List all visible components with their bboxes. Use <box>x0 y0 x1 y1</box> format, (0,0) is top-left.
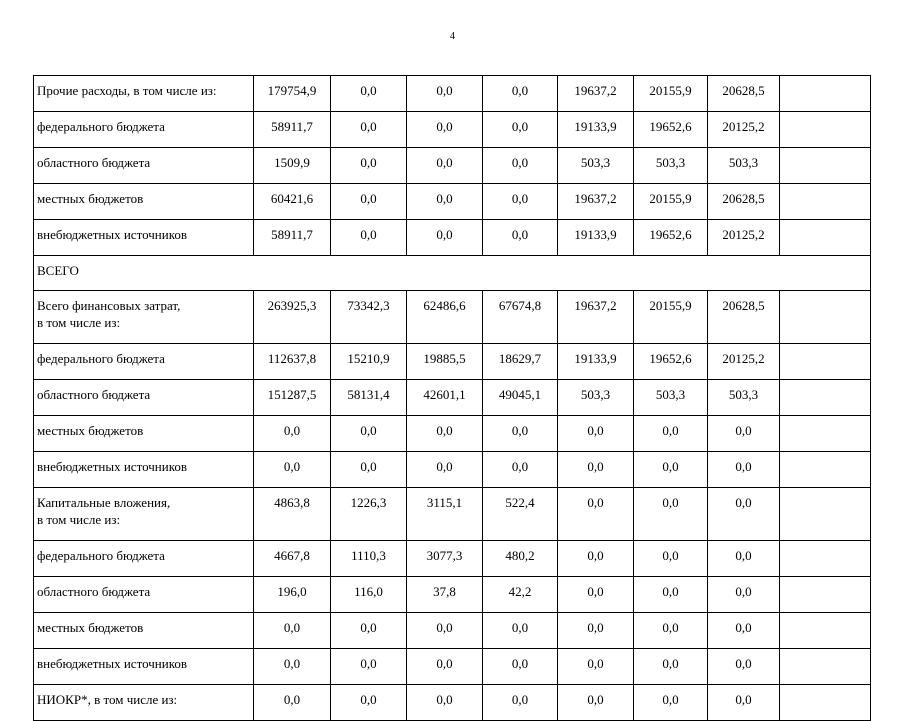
row-label-cell <box>34 685 254 721</box>
row-label: местных бюджетов <box>37 191 144 206</box>
value-cell <box>780 76 871 112</box>
value-cell: 0,0 <box>407 416 483 452</box>
value-cell: 0,0 <box>254 649 331 685</box>
value-cell: 20628,5 <box>708 184 780 220</box>
value-cell: 0,0 <box>254 452 331 488</box>
value-cell: 0,0 <box>483 452 558 488</box>
row-label-cell <box>34 577 254 613</box>
value-cell: 20125,2 <box>708 112 780 148</box>
value-cell: 0,0 <box>708 685 780 721</box>
value-cell: 0,0 <box>331 76 407 112</box>
row-label: Капитальные вложения, в том числе из: <box>37 495 171 527</box>
value-cell: 3077,3 <box>407 541 483 577</box>
value-cell: 0,0 <box>407 613 483 649</box>
value-cell <box>780 488 871 541</box>
row-label-cell <box>34 344 254 380</box>
value-cell: 0,0 <box>634 649 708 685</box>
value-cell: 0,0 <box>407 685 483 721</box>
value-cell: 19652,6 <box>634 344 708 380</box>
table-row <box>34 76 871 112</box>
value-cell: 0,0 <box>407 148 483 184</box>
value-cell: 263925,3 <box>254 291 331 344</box>
value-cell: 503,3 <box>634 380 708 416</box>
row-label-cell <box>34 488 254 541</box>
value-cell <box>780 577 871 613</box>
value-cell <box>780 613 871 649</box>
row-label-cell <box>34 291 254 344</box>
value-cell: 503,3 <box>708 380 780 416</box>
value-cell: 0,0 <box>634 685 708 721</box>
value-cell: 480,2 <box>483 541 558 577</box>
value-cell: 0,0 <box>634 488 708 541</box>
value-cell: 0,0 <box>558 488 634 541</box>
row-label: федерального бюджета <box>37 119 165 134</box>
value-cell: 0,0 <box>708 577 780 613</box>
value-cell: 0,0 <box>483 685 558 721</box>
value-cell <box>780 541 871 577</box>
value-cell <box>780 416 871 452</box>
value-cell: 49045,1 <box>483 380 558 416</box>
row-label: местных бюджетов <box>37 620 144 635</box>
value-cell: 20155,9 <box>634 184 708 220</box>
value-cell: 0,0 <box>331 649 407 685</box>
row-label-cell <box>34 380 254 416</box>
value-cell: 0,0 <box>483 184 558 220</box>
table-row <box>34 416 871 452</box>
value-cell: 503,3 <box>558 380 634 416</box>
value-cell: 19133,9 <box>558 220 634 256</box>
value-cell: 0,0 <box>558 541 634 577</box>
value-cell: 0,0 <box>407 649 483 685</box>
value-cell: 0,0 <box>331 416 407 452</box>
table-row <box>34 685 871 721</box>
row-label: внебюджетных источников <box>37 656 187 671</box>
value-cell: 0,0 <box>708 416 780 452</box>
value-cell: 20155,9 <box>634 291 708 344</box>
value-cell: 1509,9 <box>254 148 331 184</box>
value-cell: 0,0 <box>483 613 558 649</box>
table-row <box>34 220 871 256</box>
value-cell: 0,0 <box>634 452 708 488</box>
table-row <box>34 291 871 344</box>
value-cell: 112637,8 <box>254 344 331 380</box>
value-cell: 3115,1 <box>407 488 483 541</box>
value-cell: 0,0 <box>634 613 708 649</box>
value-cell: 20125,2 <box>708 344 780 380</box>
value-cell: 0,0 <box>634 541 708 577</box>
row-label: местных бюджетов <box>37 423 144 438</box>
value-cell: 67674,8 <box>483 291 558 344</box>
table-row <box>34 344 871 380</box>
value-cell: 0,0 <box>558 613 634 649</box>
value-cell: 19637,2 <box>558 76 634 112</box>
value-cell: 19652,6 <box>634 112 708 148</box>
row-label-cell <box>34 452 254 488</box>
financing-table <box>33 75 871 721</box>
value-cell: 196,0 <box>254 577 331 613</box>
value-cell: 503,3 <box>558 148 634 184</box>
value-cell: 1110,3 <box>331 541 407 577</box>
value-cell: 0,0 <box>331 184 407 220</box>
row-label-cell <box>34 76 254 112</box>
value-cell <box>780 685 871 721</box>
value-cell: 503,3 <box>708 148 780 184</box>
value-cell: 0,0 <box>407 220 483 256</box>
row-label-cell <box>34 613 254 649</box>
value-cell: 503,3 <box>634 148 708 184</box>
value-cell: 0,0 <box>483 416 558 452</box>
value-cell: 4863,8 <box>254 488 331 541</box>
value-cell: 19637,2 <box>558 291 634 344</box>
value-cell: 0,0 <box>558 416 634 452</box>
value-cell <box>780 220 871 256</box>
section-heading: ВСЕГО <box>34 256 871 291</box>
value-cell: 20628,5 <box>708 291 780 344</box>
value-cell: 20155,9 <box>634 76 708 112</box>
value-cell: 42,2 <box>483 577 558 613</box>
value-cell: 116,0 <box>331 577 407 613</box>
row-label: областного бюджета <box>37 387 151 402</box>
row-label: внебюджетных источников <box>37 227 187 242</box>
row-label: НИОКР*, в том числе из: <box>37 692 178 707</box>
table-row <box>34 577 871 613</box>
table-row <box>34 541 871 577</box>
row-label: внебюджетных источников <box>37 459 187 474</box>
value-cell: 0,0 <box>558 649 634 685</box>
value-cell: 0,0 <box>331 148 407 184</box>
value-cell: 62486,6 <box>407 291 483 344</box>
table-row <box>34 112 871 148</box>
value-cell: 15210,9 <box>331 344 407 380</box>
value-cell: 0,0 <box>254 416 331 452</box>
row-label: федерального бюджета <box>37 351 165 366</box>
row-label: федерального бюджета <box>37 548 165 563</box>
value-cell: 0,0 <box>254 685 331 721</box>
value-cell: 0,0 <box>483 148 558 184</box>
value-cell <box>780 452 871 488</box>
value-cell <box>780 291 871 344</box>
value-cell: 0,0 <box>331 685 407 721</box>
value-cell: 179754,9 <box>254 76 331 112</box>
value-cell: 4667,8 <box>254 541 331 577</box>
value-cell: 0,0 <box>483 649 558 685</box>
value-cell: 19885,5 <box>407 344 483 380</box>
table-row <box>34 452 871 488</box>
value-cell: 0,0 <box>708 541 780 577</box>
row-label: областного бюджета <box>37 584 151 599</box>
value-cell: 0,0 <box>407 452 483 488</box>
value-cell <box>780 380 871 416</box>
table-row <box>34 184 871 220</box>
value-cell: 1226,3 <box>331 488 407 541</box>
value-cell: 19133,9 <box>558 112 634 148</box>
value-cell: 0,0 <box>407 76 483 112</box>
value-cell: 0,0 <box>483 112 558 148</box>
value-cell: 0,0 <box>708 452 780 488</box>
value-cell: 0,0 <box>407 112 483 148</box>
row-label: областного бюджета <box>37 155 151 170</box>
value-cell: 0,0 <box>708 613 780 649</box>
value-cell: 60421,6 <box>254 184 331 220</box>
value-cell: 0,0 <box>254 613 331 649</box>
table-row <box>34 380 871 416</box>
value-cell: 0,0 <box>483 220 558 256</box>
page-number: 4 <box>450 31 455 42</box>
row-label-cell <box>34 148 254 184</box>
value-cell: 18629,7 <box>483 344 558 380</box>
value-cell: 0,0 <box>634 577 708 613</box>
table-row <box>34 649 871 685</box>
value-cell: 0,0 <box>708 488 780 541</box>
value-cell: 0,0 <box>331 220 407 256</box>
value-cell: 58131,4 <box>331 380 407 416</box>
table-row <box>34 148 871 184</box>
row-label: Всего финансовых затрат, в том числе из: <box>37 298 181 330</box>
value-cell <box>780 148 871 184</box>
value-cell: 522,4 <box>483 488 558 541</box>
value-cell: 0,0 <box>331 613 407 649</box>
row-label-cell <box>34 220 254 256</box>
table-row <box>34 488 871 541</box>
row-label: Прочие расходы, в том числе из: <box>37 83 217 98</box>
table-body <box>34 76 871 721</box>
value-cell <box>780 649 871 685</box>
table-row <box>34 613 871 649</box>
value-cell: 19637,2 <box>558 184 634 220</box>
value-cell: 20125,2 <box>708 220 780 256</box>
value-cell: 0,0 <box>331 452 407 488</box>
value-cell: 0,0 <box>558 577 634 613</box>
row-label-cell <box>34 541 254 577</box>
section-row <box>34 256 871 291</box>
value-cell: 19133,9 <box>558 344 634 380</box>
value-cell: 73342,3 <box>331 291 407 344</box>
value-cell <box>780 184 871 220</box>
value-cell: 20628,5 <box>708 76 780 112</box>
value-cell <box>780 344 871 380</box>
value-cell <box>780 112 871 148</box>
value-cell: 0,0 <box>558 685 634 721</box>
value-cell: 0,0 <box>708 649 780 685</box>
row-label-cell <box>34 112 254 148</box>
value-cell: 0,0 <box>483 76 558 112</box>
value-cell: 58911,7 <box>254 112 331 148</box>
value-cell: 151287,5 <box>254 380 331 416</box>
row-label-cell <box>34 649 254 685</box>
value-cell: 0,0 <box>407 184 483 220</box>
value-cell: 0,0 <box>331 112 407 148</box>
row-label-cell <box>34 184 254 220</box>
row-label-cell <box>34 416 254 452</box>
value-cell: 0,0 <box>558 452 634 488</box>
value-cell: 37,8 <box>407 577 483 613</box>
value-cell: 42601,1 <box>407 380 483 416</box>
value-cell: 19652,6 <box>634 220 708 256</box>
value-cell: 58911,7 <box>254 220 331 256</box>
value-cell: 0,0 <box>634 416 708 452</box>
